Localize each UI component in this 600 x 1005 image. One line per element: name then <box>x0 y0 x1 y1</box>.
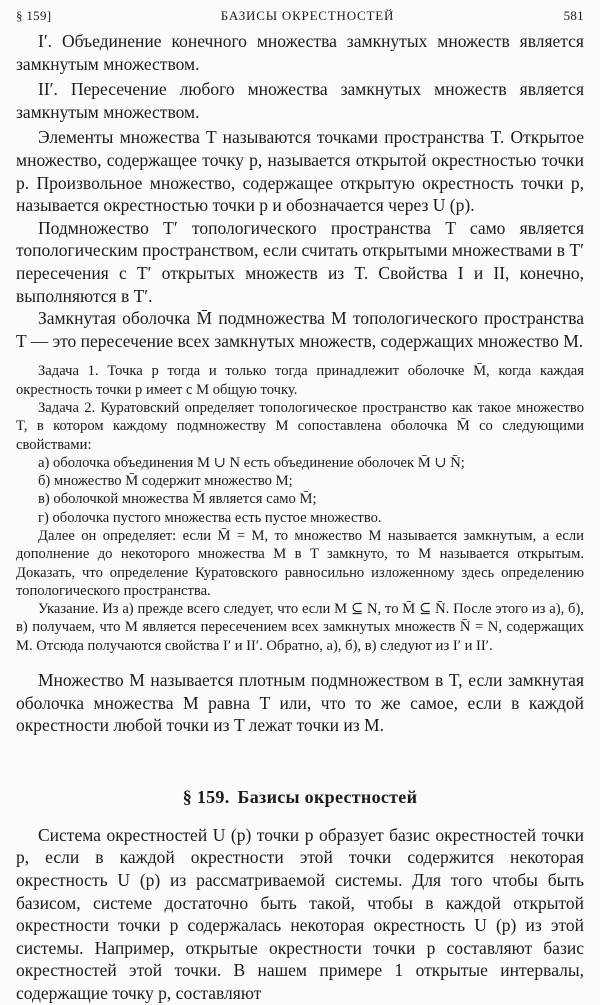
problem-2-continuation: Далее он определяет: если M̄ = M, то множество M называется замкнутым, а если дополнение до некоторого множества M в T замкнуто, то M называется открытым. Доказать, что определение Куратовского равносильно изложенному здесь определению топологического пространства. <box>16 527 584 599</box>
page-number: 581 <box>563 8 584 23</box>
axiom-II-prime: II′. Пересечение любого множества замкнутых множеств является замкнутым множеством. <box>16 79 584 122</box>
problem-2: Задача 2. Куратовский определяет топологическое пространство как такое множество T, в котором каждому подмножеству M сопоставлена оболочка M̄ со следующими свойствами: <box>16 399 584 453</box>
problem-2-hint: Указание. Из а) прежде всего следует, что если M ⊆ N, то M̄ ⊆ N̄. После этого из а), б), в) получаем, что M является пересечением всех замкнутых множеств N̄ = N, содержащих M. Отсюда получаются свойства I′ и II′. Обратно, а), б), в) следуют из I′ и II′. <box>16 601 584 654</box>
section-heading <box>16 787 584 808</box>
problem-2-item-a: а) оболочка объединения M ∪ N есть объединение оболочек M̄ ∪ N̄; <box>38 454 465 471</box>
problem-1: Задача 1. Точка p тогда и только тогда принадлежит оболочке M̄, когда каждая окрестность точки p имеет с M общую точку. <box>16 363 584 398</box>
section-body: Система окрестностей U (p) точки p образует базис окрестностей точки p, если в каждой окрестности этой точки содержится некоторая окрестность U (p) из рассматриваемой системы. Для того чтобы быть базисом, системе достаточно быть такой, чтобы в каждой открытой окрестности точки p содержалась некоторая окрестность U (p) из этой системы. Например, открытые окрестности точки p составляют базис окрестностей этой точки. В нашем примере 1 открытые интервалы, содержащие точку p, составляют <box>16 824 584 1003</box>
problem-2-item-b: б) множество M̄ содержит множество M; <box>38 473 293 490</box>
section-ref: § 159] <box>16 8 52 23</box>
paragraph-subspace: Подмножество T′ топологического пространства T само является топологическим пространством, если считать открытыми множествами в T′ пересечения с T′ открытых множеств из T. Свойства I и II, конечно, выполняются в T′. <box>16 217 584 306</box>
running-head <box>16 0 584 30</box>
paragraph-points: Элементы множества T называются точками пространства T. Открытое множество, содержащее точку p, называется открытой окрестностью точки p. Произвольное множество, содержащее открытую окрестность точки p, называется окрестностью точки p и обозначается через U (p). <box>16 127 584 216</box>
problem-2-item-d: г) оболочка пустого множества есть пустое множество. <box>38 509 382 526</box>
paragraph-closure: Замкнутая оболочка M̄ подмножества M топологического пространства T — это пересечение всех замкнутых множеств, содержащих множество M. <box>16 308 584 351</box>
problems-block <box>16 362 584 655</box>
section-title: Базисы окрестностей <box>237 786 418 807</box>
axiom-I-prime: I′. Объединение конечного множества замкнутых множеств является замкнутым множеством. <box>16 31 584 74</box>
problem-2-item-c: в) оболочкой множества M̄ является само M̄; <box>38 491 317 508</box>
running-title: БАЗИСЫ ОКРЕСТНОСТЕЙ <box>220 8 395 23</box>
section-number: § 159. <box>182 786 230 807</box>
paragraph-dense-subset: Множество M называется плотным подмножеством в T, если замкнутая оболочка множества M равна T или, что то же самое, если в каждой окрестности любой точки из T лежат точки из M. <box>16 670 584 736</box>
